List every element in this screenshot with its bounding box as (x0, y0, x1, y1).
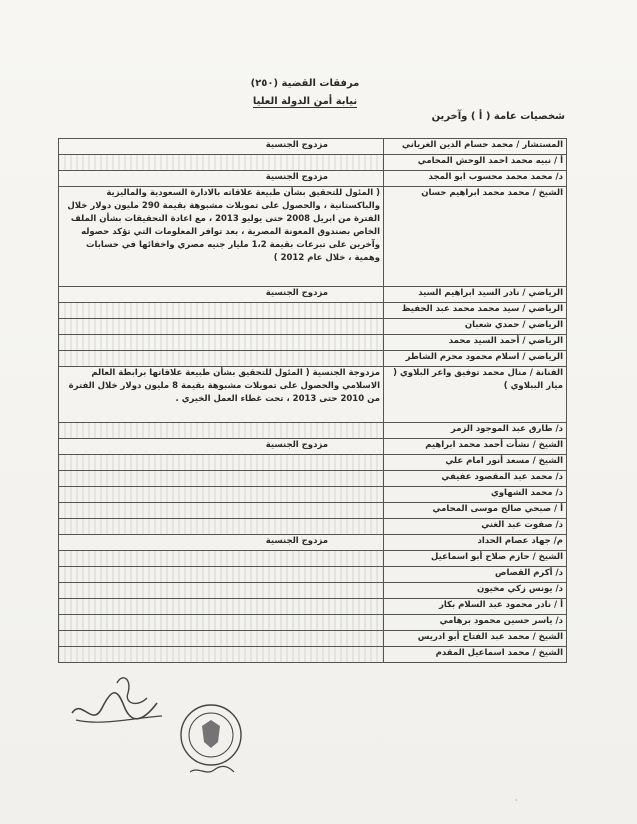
person-note (59, 583, 384, 599)
person-name: الشيخ / محمد عبد الفتاح أبو ادريس (384, 631, 567, 647)
person-note (59, 535, 384, 551)
person-name: الشيخ / محمد محمد ابراهيم حسان (384, 187, 567, 287)
dual-nationality-note: مزدوج الجنسية (265, 288, 328, 298)
official-seal-stamp (176, 700, 246, 780)
table-row (59, 599, 567, 615)
person-name: د/ صفوت عبد الغني (384, 519, 567, 535)
dual-nationality-note: مزدوج الجنسية (265, 536, 328, 546)
table-row (59, 503, 567, 519)
table-row (59, 519, 567, 535)
table-row (59, 287, 567, 303)
person-name: الرياضي / سيد محمد محمد عبد الحفيظ (384, 303, 567, 319)
table-row (59, 155, 567, 171)
person-name: الرياضي / اسلام محمود محرم الشاطر (384, 351, 567, 367)
person-name: د/ ياسر حسين محمود برهامي (384, 615, 567, 631)
page-mark: · (515, 796, 518, 805)
person-note (59, 519, 384, 535)
dual-nationality-note: مزدوج الجنسية (265, 172, 328, 182)
table-row (59, 615, 567, 631)
person-name: الشيخ / مسعد أنور امام علي (384, 455, 567, 471)
person-note (59, 599, 384, 615)
table-row (59, 171, 567, 187)
person-note (59, 287, 384, 303)
person-note (59, 351, 384, 367)
person-name: الرياضي / نادر السيد ابراهيم السيد (384, 287, 567, 303)
person-name: الشيخ / حازم صلاح أبو اسماعيل (384, 551, 567, 567)
person-name: د/ طارق عبد الموجود الزمر (384, 423, 567, 439)
person-name: الشيخ / محمد اسماعيل المقدم (384, 647, 567, 663)
list-subtitle: شخصيات عامة ( أ ) وآخرين (431, 111, 565, 122)
prosecution-title-text: نيابة أمن الدولة العليا (252, 96, 358, 107)
table-row (59, 487, 567, 503)
table-row (59, 583, 567, 599)
person-note (59, 155, 384, 171)
person-name: أ / صبحي صالح موسى المحامي (384, 503, 567, 519)
person-note (59, 551, 384, 567)
person-name: د/ أكرم القصاص (384, 567, 567, 583)
person-note (59, 647, 384, 663)
person-note (59, 471, 384, 487)
dual-nationality-note: مزدوج الجنسية (265, 440, 328, 450)
person-name: د/ يونس زكي مخيون (384, 583, 567, 599)
table-row (59, 423, 567, 439)
table-row (59, 367, 567, 423)
table-row (59, 567, 567, 583)
table-row (59, 455, 567, 471)
table-row (59, 535, 567, 551)
person-note (59, 503, 384, 519)
person-note: ( المئول للتحقيق بشأن طبيعة علاقاته بالادارة السعودية والماليزية والباكستانية ، والحصول على تمويلات مشبوهة بقيمة 290 مليون دولار خلال الفترة من ابريل 2008 حتى يوليو 2013 ، مع اعادة التحقيقات بشأن الملف الخاص بصندوق المعونة المصرية ، بعد توافر المعلومات التي تؤكد حصوله وآخرين على تبرعات بقيمة 1،2 مليار جنيه مصري واخفائها في حسابات وهمية ، خلال عام 2012 ) (59, 187, 384, 287)
person-name: د/ محمد الشهاوي (384, 487, 567, 503)
person-note (59, 303, 384, 319)
table-row (59, 647, 567, 663)
person-note (59, 319, 384, 335)
person-note (59, 423, 384, 439)
person-note (59, 335, 384, 351)
table-row (59, 187, 567, 287)
table-row (59, 631, 567, 647)
person-note: مزدوجة الجنسية ( المئول للتحقيق بشأن طبيعة علاقاتها برابطة العالم الاسلامي والحصول على تمويلات مشبوهة بقيمة 8 مليون دولار خلال الفترة من 2010 حتى 2013 ، تحت غطاء العمل الخيري . (59, 367, 384, 423)
table-row (59, 139, 567, 155)
person-note (59, 631, 384, 647)
table-row (59, 335, 567, 351)
person-name: د/ محمد عبد المقصود عفيفي (384, 471, 567, 487)
person-name: الفنانة / منال محمد توفيق واعر البلاوي ( ميار الببلاوي ) (384, 367, 567, 423)
person-name: أ / نادر محمود عبد السلام بكار (384, 599, 567, 615)
table-row (59, 351, 567, 367)
person-note (59, 455, 384, 471)
person-note (59, 615, 384, 631)
person-name: المستشار / محمد حسام الدين الغرياني (384, 139, 567, 155)
person-note (59, 567, 384, 583)
person-note (59, 171, 384, 187)
person-name: الرياضي / حمدي شعبان (384, 319, 567, 335)
person-name: د/ محمد محمد محسوب ابو المجد (384, 171, 567, 187)
dual-nationality-note: مزدوج الجنسية (265, 140, 328, 150)
person-name: م/ جهاد عصام الحداد (384, 535, 567, 551)
handwritten-signature (62, 668, 172, 738)
case-reference: مرفقات القضية (٢٥٠) (250, 78, 360, 89)
person-note (59, 439, 384, 455)
person-name: أ / نبيه محمد احمد الوحش المحامي (384, 155, 567, 171)
table-row (59, 471, 567, 487)
persons-table (58, 138, 567, 663)
person-name: الشيخ / نشأت أحمد محمد ابراهيم (384, 439, 567, 455)
person-note (59, 487, 384, 503)
prosecution-title (225, 96, 385, 107)
table-row (59, 439, 567, 455)
table-row (59, 303, 567, 319)
person-note (59, 139, 384, 155)
table-row (59, 551, 567, 567)
person-name: الرياضي / أحمد السيد محمد (384, 335, 567, 351)
table-row (59, 319, 567, 335)
